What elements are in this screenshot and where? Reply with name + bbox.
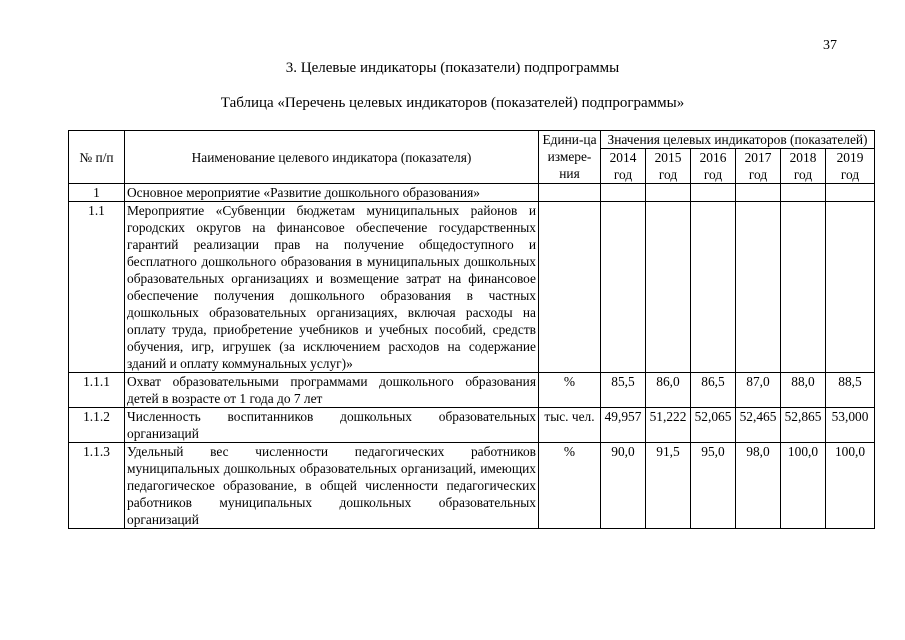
header-num: № п/п — [69, 131, 125, 184]
row-unit: % — [539, 373, 601, 408]
table-row — [69, 373, 875, 408]
row-name: Мероприятие «Субвенции бюджетам муниципальных районов и городских округов на финансовое обеспечение государственных гарантий реализации прав на получение общедоступного и бесплатного дошкольного образования в муниципальных дошкольных образовательных организациях и возмещение затрат на финансовое обеспечение получения дошкольного образования в частных дошкольных образовательных организациях, включая расходы на оплату труда, приобретение учебников и учебных пособий, средств обучения, игр, игрушек (за исключением расходов на содержание зданий и оплату коммунальных услуг)» — [125, 202, 539, 373]
header-year: 2018 год — [781, 149, 826, 184]
table-row — [69, 408, 875, 443]
table-row — [69, 202, 875, 373]
row-value — [691, 184, 736, 202]
header-year: 2014 год — [601, 149, 646, 184]
row-value: 52,865 — [781, 408, 826, 443]
header-name: Наименование целевого индикатора (показателя) — [125, 131, 539, 184]
row-value — [601, 184, 646, 202]
row-value — [601, 202, 646, 373]
row-num: 1 — [69, 184, 125, 202]
row-value — [826, 184, 875, 202]
row-value — [736, 202, 781, 373]
row-name: Охват образовательными программами дошкольного образования детей в возрасте от 1 года до 7 лет — [125, 373, 539, 408]
table-title: Таблица «Перечень целевых индикаторов (показателей) подпрограммы» — [220, 95, 685, 111]
row-value: 88,0 — [781, 373, 826, 408]
row-unit: тыс. чел. — [539, 408, 601, 443]
row-value — [781, 184, 826, 202]
row-value: 52,065 — [691, 408, 736, 443]
row-unit — [539, 184, 601, 202]
section-title: 3. Целевые индикаторы (показатели) подпрограммы — [285, 60, 620, 76]
row-unit — [539, 202, 601, 373]
row-value: 95,0 — [691, 443, 736, 529]
header-row — [69, 131, 875, 149]
row-value: 100,0 — [826, 443, 875, 529]
row-value: 86,5 — [691, 373, 736, 408]
row-value: 52,465 — [736, 408, 781, 443]
row-num: 1.1 — [69, 202, 125, 373]
table-row — [69, 443, 875, 529]
row-value — [691, 202, 736, 373]
header-year: 2017 год — [736, 149, 781, 184]
header-unit: Едини-ца измере-ния — [539, 131, 601, 184]
row-name: Удельный вес численности педагогических работников муниципальных дошкольных образовательных организаций, имеющих педагогическое образование, в общей численности педагогических работников муниципальных дошкольных образовательных организаций — [125, 443, 539, 529]
row-unit: % — [539, 443, 601, 529]
table-row — [69, 184, 875, 202]
row-name: Основное мероприятие «Развитие дошкольного образования» — [125, 184, 539, 202]
row-value: 85,5 — [601, 373, 646, 408]
row-value: 51,222 — [646, 408, 691, 443]
header-year: 2019 год — [826, 149, 875, 184]
page-number: 37 — [823, 38, 837, 53]
row-name: Численность воспитанников дошкольных образовательных организаций — [125, 408, 539, 443]
row-value — [646, 184, 691, 202]
header-year: 2015 год — [646, 149, 691, 184]
row-num: 1.1.3 — [69, 443, 125, 529]
row-value — [646, 202, 691, 373]
row-value: 87,0 — [736, 373, 781, 408]
row-value: 91,5 — [646, 443, 691, 529]
row-value: 88,5 — [826, 373, 875, 408]
row-num: 1.1.2 — [69, 408, 125, 443]
indicators-table — [68, 130, 875, 529]
header-year: 2016 год — [691, 149, 736, 184]
row-value: 98,0 — [736, 443, 781, 529]
row-value: 86,0 — [646, 373, 691, 408]
row-value: 100,0 — [781, 443, 826, 529]
row-value: 90,0 — [601, 443, 646, 529]
row-value — [736, 184, 781, 202]
row-value — [826, 202, 875, 373]
row-value: 49,957 — [601, 408, 646, 443]
row-value: 53,000 — [826, 408, 875, 443]
row-num: 1.1.1 — [69, 373, 125, 408]
row-value — [781, 202, 826, 373]
header-values-group: Значения целевых индикаторов (показателей) — [601, 131, 875, 149]
